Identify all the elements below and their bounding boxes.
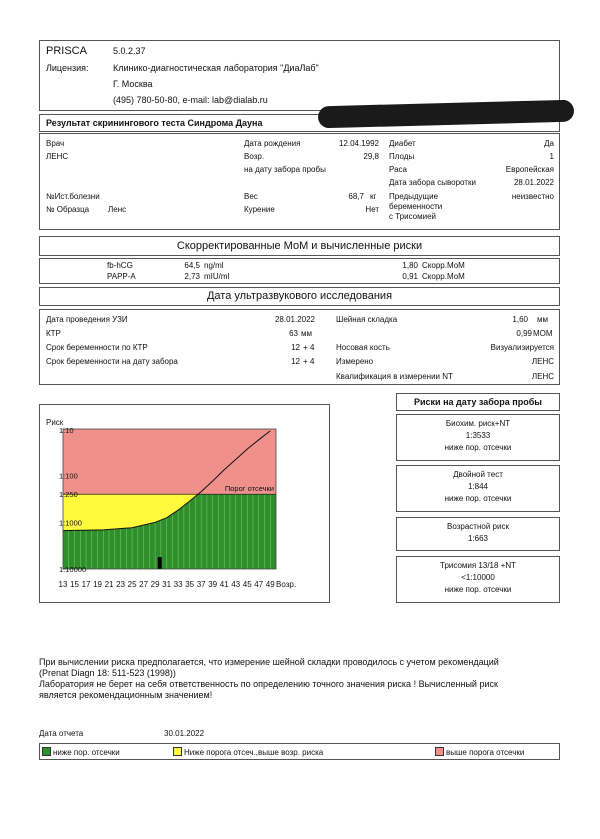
mom-title-box — [39, 236, 560, 256]
mom-title: Скорректированные МоМ и вычисленные риски — [176, 240, 423, 252]
note-line-2: (Prenat Diagn 18: 511-523 (1998)) — [39, 668, 176, 678]
risk-trisomy-status: ниже пор. отсечки — [444, 585, 512, 594]
x-tick-label: 19 — [93, 580, 102, 589]
sample-label: № Образца — [46, 205, 90, 214]
risk-double-value: 1:844 — [467, 482, 489, 491]
risk-double-title: Двойной тест — [453, 470, 503, 479]
risk-biochem-value: 1:3533 — [465, 431, 491, 440]
chart-xlabel: Возр. — [276, 580, 297, 589]
legend-green-label: ниже пор. отсечки — [53, 748, 120, 757]
diabetes-label: Диабет — [389, 139, 416, 148]
legend-red-label: выше порога отсечки — [446, 748, 525, 757]
y-tick-label: 1:250 — [59, 490, 78, 500]
marker-2-mom: 0,91 — [402, 272, 418, 281]
marker-1-name: fb-hCG — [107, 261, 133, 270]
race-value: Европейская — [505, 165, 554, 174]
doctor-label: Врач — [46, 139, 65, 148]
marker-1-mom-label: Скорр.МоМ — [422, 261, 465, 270]
x-tick-label: 17 — [81, 580, 91, 589]
measured-label: Измерено — [336, 357, 374, 366]
serum-date-value: 28.01.2022 — [513, 178, 554, 187]
risk-age-value: 1:663 — [467, 534, 489, 543]
x-tick-label: 25 — [127, 580, 137, 589]
y-tick-label: 1:10 — [59, 426, 74, 435]
x-tick-label: 35 — [185, 580, 195, 589]
risk-trisomy-value: <1:10000 — [461, 573, 495, 582]
legend-yellow-label: Ниже порога отсеч.,выше возр. риска — [184, 748, 324, 757]
license-value: Клинико-диагностическая лаборатория "ДиаЛаб" — [113, 63, 319, 73]
nasal-value: Визуализируется — [490, 343, 554, 352]
race-label: Раса — [389, 165, 407, 174]
serum-date-label: Дата забора сыворотки — [389, 178, 476, 187]
legend-swatch-red — [435, 747, 444, 756]
term-ktr-days: 4 — [310, 343, 315, 352]
ktr-label: КТР — [46, 329, 61, 338]
measured-value: ЛЕНС — [531, 357, 554, 366]
result-title: Результат скринингового теста Синдрома Дауна — [46, 118, 263, 128]
y-tick-label: 1:100 — [59, 471, 78, 481]
x-tick-label: 41 — [219, 580, 229, 589]
nt-mom-unit: MOM — [533, 329, 553, 338]
history-label: №Ист.болезни — [46, 192, 100, 201]
smoking-value: Нет — [365, 205, 379, 214]
qual-label: Квалификация в измерении NT — [336, 372, 453, 381]
x-tick-label: 27 — [139, 580, 149, 589]
x-tick-label: 29 — [150, 580, 160, 589]
risk-double-status: ниже пор. отсечки — [444, 494, 512, 503]
risk-age — [396, 517, 560, 551]
marker-2-unit: mIU/ml — [204, 272, 230, 281]
us-date-value: 28.01.2022 — [274, 315, 315, 324]
y-tick-label: 1:10000 — [59, 565, 87, 574]
age-sub: на дату забора пробы — [244, 165, 326, 174]
report-date-label: Дата отчета — [39, 729, 84, 738]
term-date-days: 4 — [310, 357, 315, 366]
risk-biochem — [396, 414, 560, 461]
risk-double-test — [396, 465, 560, 512]
lab-city: Г. Москва — [113, 79, 153, 89]
x-tick-label: 33 — [173, 580, 183, 589]
patient-box — [39, 133, 560, 230]
marker-2-mom-label: Скорр.МоМ — [422, 272, 465, 281]
nasal-label: Носовая кость — [336, 343, 390, 352]
note-line-4: является рекомендационным значением! — [39, 690, 213, 700]
markers-box — [39, 258, 560, 284]
us-title-box — [39, 287, 560, 306]
weight-unit: кг — [370, 192, 377, 201]
marker-2-name: PAPP-A — [107, 272, 136, 281]
risks-title: Риски на дату забора пробы — [414, 397, 542, 407]
sample-value: Ленс — [108, 205, 127, 214]
prev-label-3: с Трисомией — [389, 212, 437, 221]
chart-ylabel: Риск — [46, 418, 64, 427]
note-line-3: Лаборатория не берет на себя ответственность по определению точного значения риска ! Вычисленный риск — [39, 679, 498, 689]
risk-biochem-title: Биохим. риск+NT — [445, 419, 511, 428]
term-date-plus: + — [303, 357, 308, 366]
risk-trisomy — [396, 556, 560, 603]
ultrasound-box — [39, 309, 560, 385]
term-ktr-plus: + — [303, 343, 308, 352]
prev-label-2: беременности — [389, 202, 443, 211]
x-tick-label: 45 — [242, 580, 252, 589]
risks-title-box — [396, 393, 560, 411]
ktr-unit: мм — [301, 329, 312, 338]
term-date-label: Срок беременности на дату забора — [46, 357, 178, 366]
age-label: Возр. — [244, 152, 265, 161]
nt-mom: 0,99 — [516, 329, 532, 338]
x-tick-label: 23 — [116, 580, 126, 589]
prev-value: неизвестно — [511, 192, 554, 201]
term-date-weeks: 12 — [291, 357, 300, 366]
cutoff-label: Порог отсечки — [224, 484, 274, 494]
x-tick-label: 31 — [162, 580, 172, 589]
nt-label: Шейная складка — [336, 315, 398, 324]
y-tick-label: 1:1000 — [59, 518, 82, 528]
qual-value: ЛЕНС — [531, 372, 554, 381]
fetus-label: Плоды — [389, 152, 415, 161]
birth-label: Дата рождения — [244, 139, 301, 148]
diabetes-value: Да — [544, 139, 554, 148]
risk-age-title: Возрастной риск — [447, 522, 509, 531]
lab-contacts: (495) 780-50-80, e-mail: lab@dialab.ru — [113, 95, 268, 105]
term-ktr-label: Срок беременности по КТР — [46, 343, 148, 352]
license-label: Лицензия: — [46, 63, 89, 73]
fetus-value: 1 — [549, 152, 554, 161]
marker-1-value: 64,5 — [184, 261, 200, 270]
x-tick-label: 39 — [208, 580, 218, 589]
header-box — [39, 40, 560, 111]
nt-value: 1,60 — [512, 315, 528, 324]
note-line-1: При вычислении риска предполагается, что измерение шейной складки проводилось с учетом рекомендаций — [39, 657, 499, 667]
risk-chart — [40, 405, 329, 602]
x-tick-label: 49 — [265, 580, 275, 589]
x-tick-label: 21 — [104, 580, 114, 589]
smoking-label: Курение — [244, 205, 275, 214]
legend-box — [39, 743, 560, 760]
patient-marker — [158, 557, 162, 569]
legend-swatch-yellow — [173, 747, 182, 756]
risk-trisomy-title: Трисомия 13/18 +NT — [440, 561, 516, 570]
risk-chart-box — [39, 404, 330, 603]
term-ktr-weeks: 12 — [291, 343, 300, 352]
weight-label: Вес — [244, 192, 258, 201]
report-date-value: 30.01.2022 — [164, 729, 205, 738]
legend-swatch-green — [42, 747, 51, 756]
prev-label-1: Предыдущие — [389, 192, 439, 201]
marker-1-mom: 1,80 — [402, 261, 418, 270]
x-tick-label: 43 — [231, 580, 241, 589]
birth-value: 12.04.1992 — [338, 139, 379, 148]
us-date-label: Дата проведения УЗИ — [46, 315, 128, 324]
nt-unit: мм — [537, 315, 548, 324]
doctor-value: ЛЕНС — [46, 152, 69, 161]
weight-value: 68,7 — [348, 192, 364, 201]
us-title: Дата ультразвукового исследования — [206, 290, 393, 302]
app-name: PRISCA — [46, 45, 87, 57]
marker-2-value: 2,73 — [184, 272, 200, 281]
ktr-value: 63 — [289, 329, 298, 338]
app-version: 5.0.2.37 — [113, 46, 146, 56]
x-tick-label: 37 — [196, 580, 206, 589]
risk-biochem-status: ниже пор. отсечки — [444, 443, 512, 452]
age-value: 29,8 — [363, 152, 379, 161]
marker-1-unit: ng/ml — [204, 261, 224, 270]
x-tick-label: 47 — [254, 580, 264, 589]
x-tick-label: 15 — [70, 580, 79, 589]
x-tick-label: 13 — [58, 580, 68, 589]
